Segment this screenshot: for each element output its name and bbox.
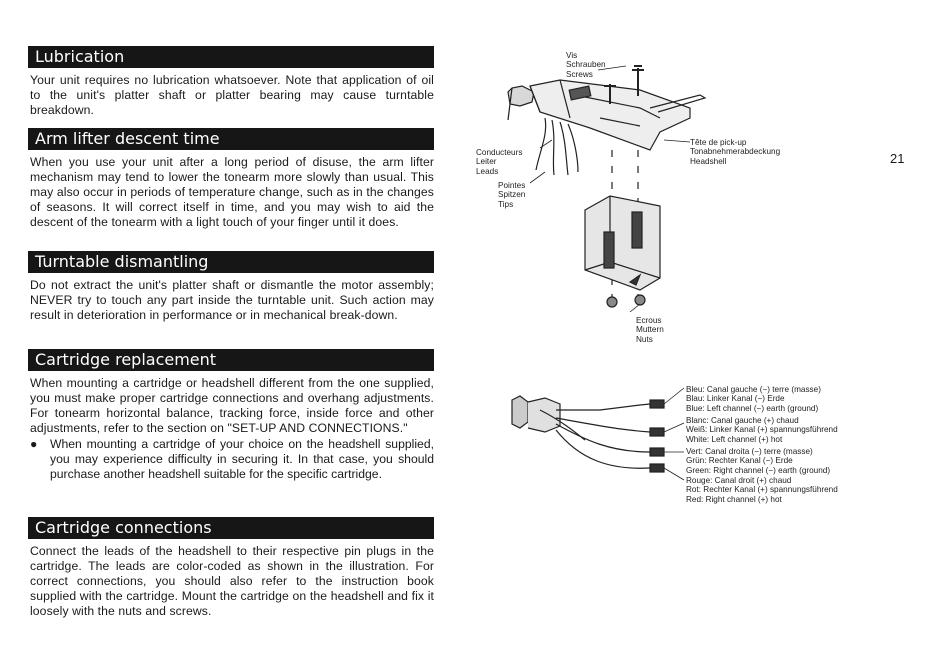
label-line: Muttern [636, 325, 664, 335]
label-line: Spitzen [498, 190, 526, 200]
section-heading: Turntable dismantling [28, 251, 434, 273]
label-line: Tips [498, 199, 514, 209]
label-line: Weiß: Linker Kanal (+) spannungsführend [686, 425, 838, 435]
label-line: Vis [566, 51, 578, 60]
bullet-icon: ● [30, 437, 38, 451]
section-paragraph: Your unit requires no lubrication whatsoever. Note that application of oil to the unit's platter shaft or platter bearing may cause turntable breakdown. [30, 73, 434, 117]
label-line: Schrauben [566, 60, 606, 70]
section-heading: Cartridge replacement [28, 349, 434, 371]
wire-label-green [686, 447, 830, 475]
label-line: Blanc: Canal gauche (+) chaud [686, 416, 799, 425]
label-line: Blue: Left channel (−) earth (ground) [686, 403, 819, 413]
label-line: Conducteurs [476, 148, 523, 157]
label-line: Green: Right channel (−) earth (ground) [686, 465, 831, 475]
label-line: Tête de pick-up [690, 138, 747, 147]
label-line: Nuts [636, 334, 653, 344]
label-line: Rouge: Canal droit (+) chaud [686, 476, 792, 485]
wire-label-blue [686, 385, 821, 413]
label-line: Grün: Rechter Kanal (−) Erde [686, 456, 793, 466]
section-paragraph: When you use your unit after a long period of disuse, the arm lifter mechanism may tend to lower the tonearm more slowly than usual. This may also occur in periods of temperature change, such as in the changes of seasons. It will correct itself in time, and you may wish to aid the descent of the tonearm with a light touch of your finger until it does. [30, 155, 434, 229]
label-line: Vert: Canal droita (−) terre (masse) [686, 447, 813, 456]
wire-label-red [686, 476, 838, 504]
headshell-label [690, 138, 780, 166]
page-number: 21 [890, 151, 905, 166]
label-line: Bleu: Canal gauche (−) terre (masse) [686, 385, 821, 394]
label-line: Screws [566, 69, 593, 79]
screws-label [566, 51, 606, 79]
label-line: Pointes [498, 181, 526, 190]
section-paragraph: Do not extract the unit's platter shaft or dismantle the motor assembly; NEVER try to touch any part inside the turntable unit. Such action may result in deterioration in performance or in mechanical break-down. [30, 278, 434, 322]
label-line: Headshell [690, 156, 727, 166]
wire-label-white [686, 416, 838, 444]
section-paragraph: When mounting a cartridge or headshell different from the one supplied, you must make proper cartridge connections and overhang adjustments. For tonearm horizontal balance, tracking force, inside force and other adjustments, refer to the section on "SET-UP AND CONNECTIONS." [30, 376, 434, 435]
label-line: Rot: Rechter Kanal (+) spannungsführend [686, 485, 838, 495]
label-line: Tonabnehmerabdeckung [690, 147, 781, 157]
leads-label [476, 148, 522, 176]
nuts-label [636, 316, 664, 344]
label-line: Red: Right channel (+) hot [686, 494, 782, 504]
label-line: Ecrous [636, 316, 662, 325]
section-heading: Arm lifter descent time [28, 128, 434, 150]
section-heading: Lubrication [28, 46, 434, 68]
section-heading: Cartridge connections [28, 517, 434, 539]
headshell-drawing [508, 66, 705, 312]
leads-drawing [512, 388, 684, 480]
bullet-text: When mounting a cartridge of your choice on the headshell supplied, you may experience difficulty in securing it. In that case, you should purchase another headshell suitable for the specific cartridge. [50, 437, 434, 481]
label-line: Blau: Linker Kanal (−) Erde [686, 394, 785, 404]
label-line: White: Left channel (+) hot [686, 434, 783, 444]
label-line: Leiter [476, 157, 497, 167]
label-line: Leads [476, 166, 499, 176]
tips-label [498, 181, 525, 209]
section-paragraph: Connect the leads of the headshell to their respective pin plugs in the cartridge. The leads are color-coded as shown in the illustration. For correct connections, you should also refer to the instruction book supplied with the cartridge. Mount the cartridge on the headshell and fix it loosely with the nuts and screws. [30, 544, 434, 618]
